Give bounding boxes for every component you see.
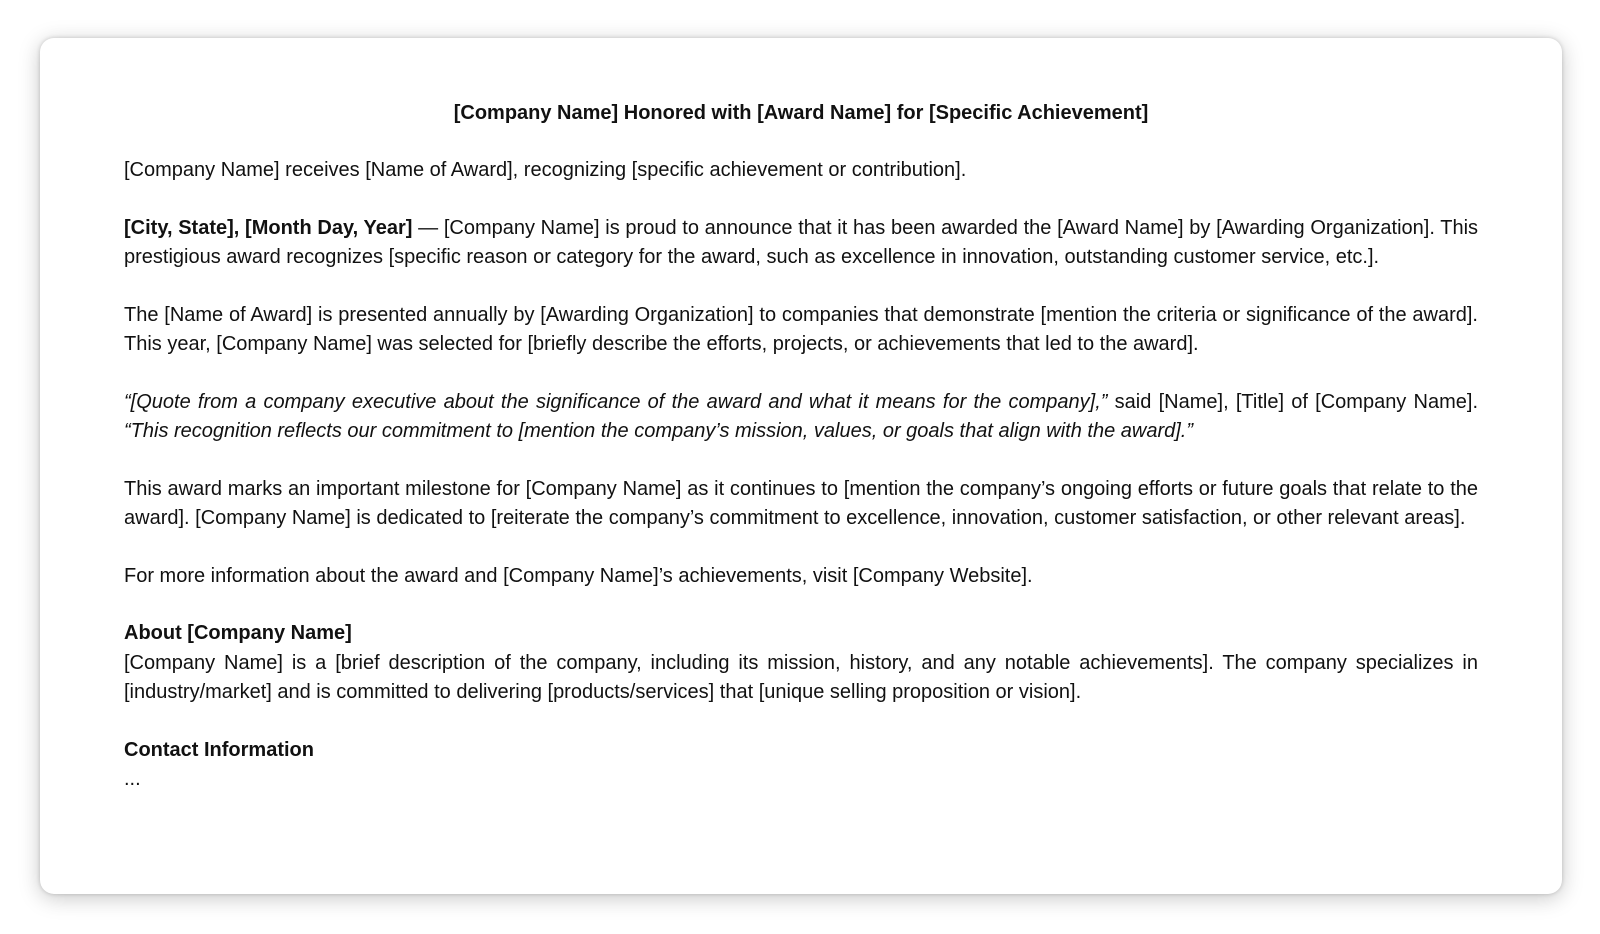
recognition-quote: “This recognition reflects our commitment to [mention the company’s mission, values, or goals that align with the award].” <box>124 420 1193 442</box>
document-title: [Company Name] Honored with [Award Name] for [Specific Achievement] <box>453 102 1149 124</box>
executive-quote: “[Quote from a company executive about the significance of the award and what it means for the company],” <box>124 390 1108 413</box>
intro-text: — [Company Name] is proud to announce that it has been awarded the [Award Name] by [Awarding Organization]. This prestigious award recognizes [specific reason or category for the award, such as excellence in innovation, outstanding customer service, etc.]. <box>124 216 1479 268</box>
contact-text: ... <box>124 768 141 790</box>
milestone-paragraph: This award marks an important milestone for [Company Name] as it continues to [mention the company’s ongoing efforts or future goals that relate to the award]. [Company Name] is dedicated to [reiterate the company’s commitment to excellence, innovation, customer satisfaction, or other relevant areas]. <box>124 477 1478 529</box>
contact-heading: Contact Information <box>124 738 314 761</box>
award-description-paragraph: The [Name of Award] is presented annually by [Awarding Organization] to companies that demonstrate [mention the criteria or significance of the award]. This year, [Company Name] was selected for [briefly describe the efforts, projects, or achievements that led to the award]. <box>124 303 1478 355</box>
intro-paragraph <box>124 214 1478 273</box>
about-paragraph: [Company Name] is a [brief description of the company, including its mission, history, and any notable achievements]. The company specializes in [industry/market] and is committed to delivering [products/services] that [unique selling proposition or vision]. <box>124 651 1478 703</box>
subtitle-paragraph: [Company Name] receives [Name of Award], recognizing [specific achievement or contribution]. <box>124 159 967 181</box>
about-heading: About [Company Name] <box>124 622 352 644</box>
dateline: [City, State], [Month Day, Year] <box>124 216 413 239</box>
more-info-paragraph: For more information about the award and [Company Name]’s achievements, visit [Company Website]. <box>124 564 1033 587</box>
document-card <box>40 38 1562 894</box>
quote-paragraph <box>124 388 1478 447</box>
quote-attribution: said [Name], [Title] of [Company Name]. <box>1107 390 1479 413</box>
